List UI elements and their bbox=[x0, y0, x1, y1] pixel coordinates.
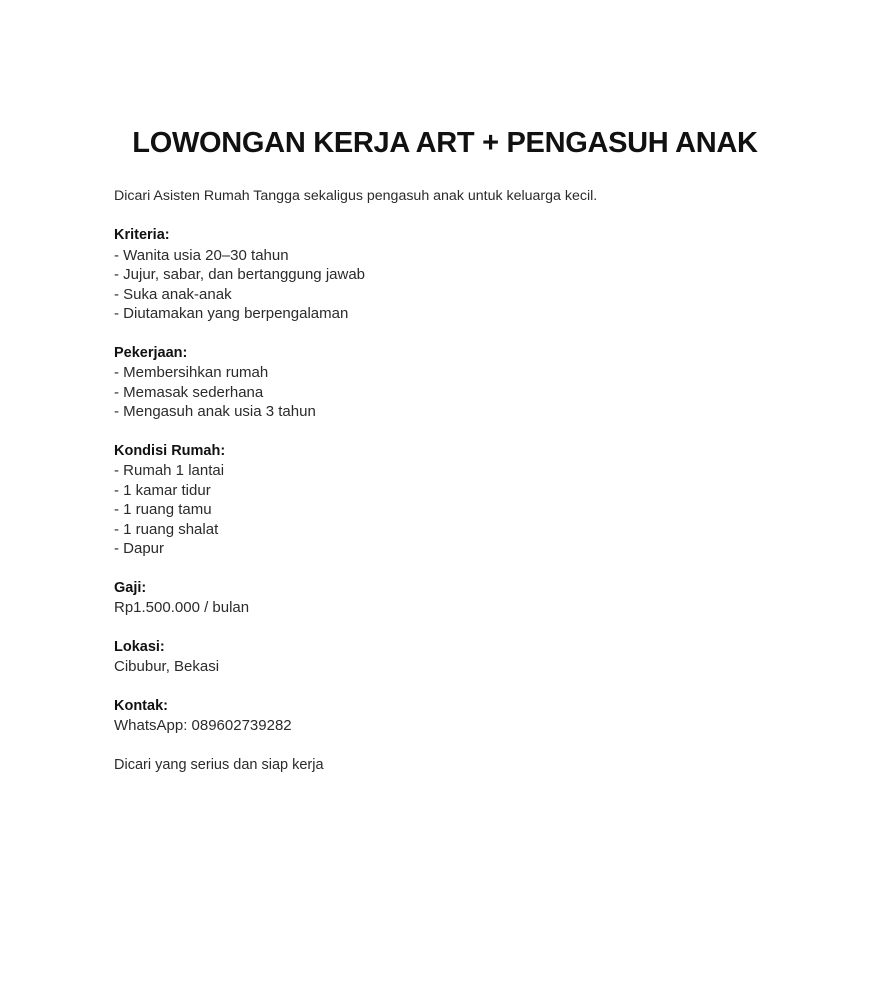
section-heading: Lokasi: bbox=[114, 638, 165, 655]
closing-paragraph: Dicari yang serius dan siap kerja bbox=[114, 756, 324, 773]
section-line: - Dapur bbox=[114, 540, 165, 557]
section-heading: Gaji: bbox=[114, 579, 147, 596]
section-heading: Pekerjaan: bbox=[114, 344, 188, 361]
section-line: Cibubur, Bekasi bbox=[114, 658, 220, 675]
section-line: - 1 kamar tidur bbox=[114, 481, 211, 499]
section-line: - Membersihkan rumah bbox=[114, 364, 269, 381]
section bbox=[114, 697, 814, 736]
section bbox=[114, 344, 814, 422]
intro-paragraph: Dicari Asisten Rumah Tangga sekaligus pengasuh anak untuk keluarga kecil. bbox=[114, 188, 598, 204]
section-line: - Suka anak-anak bbox=[114, 285, 232, 303]
section-line: - Memasak sederhana bbox=[114, 383, 264, 401]
section-heading: Kondisi Rumah: bbox=[114, 442, 226, 459]
section-line: Rp1.500.000 / bulan bbox=[114, 599, 250, 616]
section-line: - 1 ruang tamu bbox=[114, 501, 212, 518]
page-title: LOWONGAN KERJA ART + PENGASUH ANAK bbox=[132, 127, 758, 160]
section bbox=[114, 579, 814, 618]
section-heading: Kriteria: bbox=[114, 227, 170, 243]
section bbox=[114, 442, 814, 559]
section-line: - Diutamakan yang berpengalaman bbox=[114, 305, 349, 322]
sections-container bbox=[114, 226, 814, 736]
section-heading: Kontak: bbox=[114, 697, 168, 714]
section-line: WhatsApp: 089602739282 bbox=[114, 717, 292, 734]
posting-body bbox=[114, 187, 814, 790]
section-line: - Mengasuh anak usia 3 tahun bbox=[114, 403, 316, 420]
section-line: - 1 ruang shalat bbox=[114, 520, 219, 538]
section-line: - Rumah 1 lantai bbox=[114, 462, 225, 479]
section-line: - Jujur, sabar, dan bertanggung jawab bbox=[114, 266, 366, 283]
section bbox=[114, 226, 814, 324]
section bbox=[114, 638, 814, 677]
section-line: - Wanita usia 20–30 tahun bbox=[114, 246, 289, 264]
